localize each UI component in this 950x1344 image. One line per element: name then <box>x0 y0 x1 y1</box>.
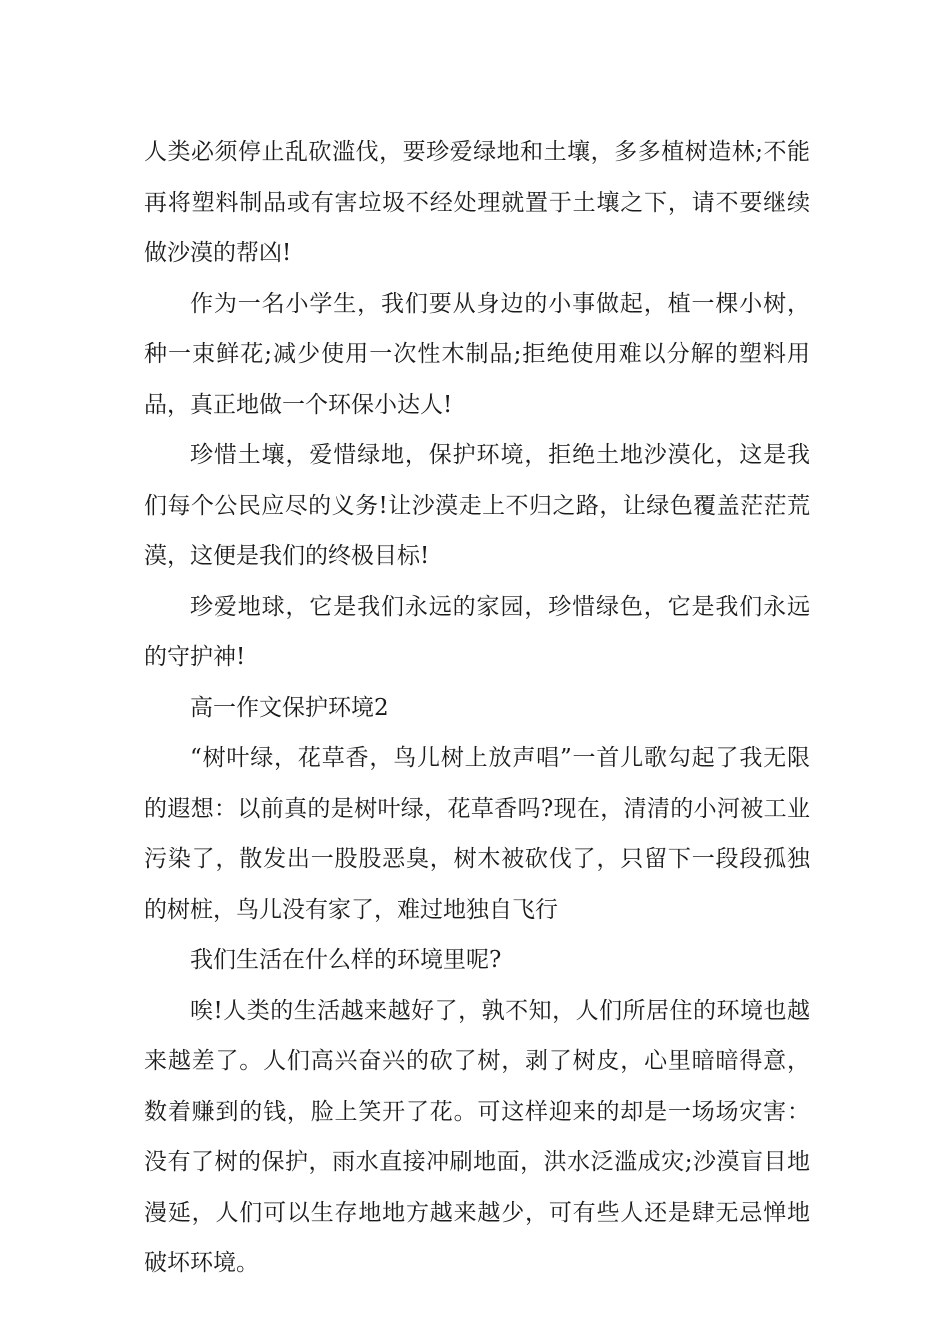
paragraph: 作为一名小学生，我们要从身边的小事做起，植一棵小树，种一束鲜花;减少使用一次性木制品;拒绝使用难以分解的塑料用品，真正地做一个环保小达人! <box>144 290 810 418</box>
paragraph: 人类必须停止乱砍滥伐，要珍爱绿地和土壤，多多植树造林;不能再将塑料制品或有害垃圾不经处理就置于土壤之下，请不要继续做沙漠的帮凶! <box>144 139 810 266</box>
paragraph: 我们生活在什么样的环境里呢? <box>190 947 502 973</box>
paragraph: 珍惜土壤，爱惜绿地，保护环境，拒绝土地沙漠化，这是我们每个公民应尽的义务!让沙漠走上不归之路，让绿色覆盖茫茫荒漠，这便是我们的终极目标! <box>144 442 810 569</box>
paragraph: 唉!人类的生活越来越好了，孰不知，人们所居住的环境也越来越差了。人们高兴奋兴的砍了树，剥了树皮，心里暗暗得意，数着赚到的钱，脸上笑开了花。可这样迎来的却是一场场灾害：没有了树的保护，雨水直接冲刷地面，洪水泛滥成灾;沙漠盲目地漫延，人们可以生存地地方越来越少，可有些人还是肆无忌惮地破坏环境。 <box>144 997 810 1276</box>
document-body <box>144 127 810 1289</box>
paragraph: 珍爱地球，它是我们永远的家园，珍惜绿色，它是我们永远的守护神! <box>144 593 810 670</box>
section-heading: 高一作文保护环境2 <box>190 694 389 721</box>
paragraph: “树叶绿，花草香，鸟儿树上放声唱”一首儿歌勾起了我无限的遐想：以前真的是树叶绿，花草香吗?现在，清清的小河被工业污染了，散发出一股股恶臭，树木被砍伐了，只留下一段段孤独的树桩，鸟儿没有家了，难过地独自飞行 <box>144 745 810 923</box>
